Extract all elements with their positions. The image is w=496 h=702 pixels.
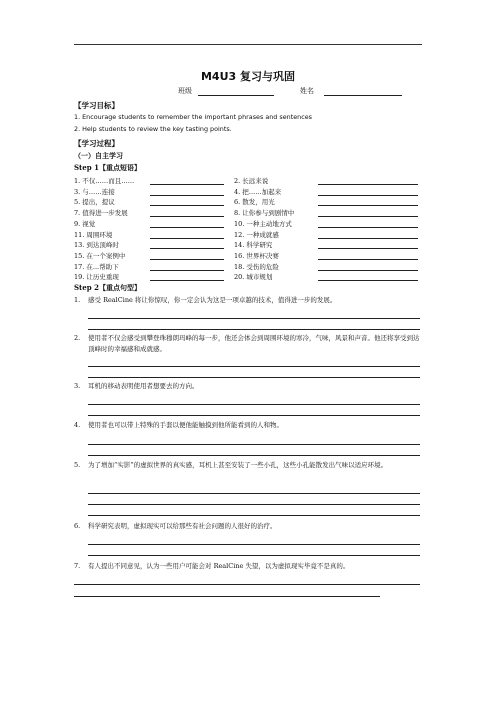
- answer-line[interactable]: [74, 596, 380, 597]
- sentence-number: 1.: [74, 296, 81, 304]
- sentence-number: 7.: [74, 562, 81, 570]
- phrase-19-label: 19. 让历史重现: [74, 273, 119, 282]
- phrase-7-blank[interactable]: [150, 216, 224, 217]
- name-field: [300, 86, 402, 96]
- phrase-8-blank[interactable]: [318, 216, 418, 217]
- answer-line[interactable]: [88, 377, 420, 378]
- sentence-text: 使用者也可以带上特殊的手套以便他能触摸到他所能看到的人和物。: [88, 421, 283, 429]
- phrase-3-blank[interactable]: [150, 195, 224, 196]
- phrase-8-label: 8. 让你参与到剧情中: [234, 209, 295, 218]
- name-label: 姓名: [300, 87, 314, 95]
- phrase-10-label: 10. 一种主动地方式: [234, 219, 292, 228]
- sentence-5: [74, 460, 420, 484]
- sentence-text: 有人提出不同意见，认为一些用户可能会对 RealCine 失望，以为虚拟现实毕竟不是真的。: [88, 562, 350, 570]
- phrase-17-label: 17. 在...帮助下: [74, 262, 119, 271]
- sentence-text: 为了增加“实影”的虚拟世界的真实感，耳机上甚至安装了一些小孔，这些小孔能散发出气味以适应环境。: [88, 461, 388, 469]
- step1-heading: Step 1【重点短语】: [74, 163, 141, 172]
- page-title: M4U3 复习与巩固: [200, 70, 295, 83]
- phrase-14-label: 14. 科学研究: [234, 241, 273, 250]
- phrase-13-label: 13. 到达顶峰时: [74, 241, 119, 250]
- class-blank[interactable]: [198, 87, 274, 96]
- answer-line[interactable]: [88, 329, 420, 330]
- answer-line[interactable]: [88, 555, 420, 556]
- phrase-4-label: 4. 把……加起来: [234, 187, 282, 196]
- phrase-19-blank[interactable]: [150, 280, 224, 281]
- phrase-1-label: 1. 不仅……而且……: [74, 177, 135, 185]
- phrase-11-blank[interactable]: [150, 238, 224, 239]
- phrase-11-label: 11. 周围环境: [74, 230, 113, 239]
- class-field: [178, 86, 274, 96]
- header-rule: [74, 44, 422, 45]
- phrase-4-blank[interactable]: [318, 195, 418, 196]
- step2-heading: Step 2【重点句型】: [74, 283, 141, 292]
- sentence-text: 科学研究表明，虚拟现实可以给那些有社会问题的人很好的治疗。: [88, 522, 277, 530]
- sentence-number: 6.: [74, 522, 81, 530]
- phrase-9-blank[interactable]: [150, 227, 224, 228]
- phrase-3-label: 3. 与……连接: [74, 187, 115, 196]
- phrase-6-label: 6. 散发，用光: [234, 198, 275, 207]
- phrase-20-label: 20. 城市规划: [234, 273, 273, 282]
- answer-line[interactable]: [88, 493, 420, 494]
- sentence-number: 5.: [74, 461, 81, 469]
- phrase-9-label: 9. 视觉: [74, 219, 96, 228]
- phrase-2-blank[interactable]: [318, 184, 418, 185]
- phrase-15-label: 15. 在一个案例中: [74, 251, 126, 260]
- phrase-13-blank[interactable]: [150, 248, 224, 249]
- sentence-text: 感受 RealCine 将让你惊叹，你一定会认为这是一项卓越的技术，值得进一步的发展。: [88, 296, 337, 304]
- class-label: 班级: [178, 87, 192, 95]
- answer-line[interactable]: [88, 415, 420, 416]
- phrase-12-blank[interactable]: [318, 238, 418, 239]
- phrase-12-label: 12. 一种成就感: [234, 230, 279, 239]
- phrase-1-blank[interactable]: [150, 184, 224, 185]
- phrase-10-blank[interactable]: [318, 227, 418, 228]
- sentence-6: [74, 521, 420, 545]
- sentence-text: 耳机的移动表明使用者想要去的方向。: [88, 382, 199, 390]
- phrase-20-blank[interactable]: [318, 280, 418, 281]
- phrase-18-label: 18. 受伤的危险: [234, 262, 279, 271]
- sentence-number: 3.: [74, 382, 81, 390]
- answer-line[interactable]: [88, 544, 420, 545]
- phrase-5-label: 5. 提出，提议: [74, 198, 115, 207]
- answer-line[interactable]: [88, 504, 420, 505]
- phrase-6-blank[interactable]: [318, 205, 418, 206]
- objectives-heading: 【学习目标】: [74, 101, 119, 110]
- phrase-16-label: 16. 世界杯决赛: [234, 251, 279, 260]
- sentence-number: 4.: [74, 421, 81, 429]
- phrase-18-blank[interactable]: [318, 270, 418, 271]
- name-blank[interactable]: [324, 87, 402, 96]
- process-heading: 【学习过程】: [74, 139, 119, 148]
- objective-2: 2. Help students to review the key tasting points.: [74, 125, 232, 133]
- answer-line[interactable]: [88, 404, 420, 405]
- answer-line[interactable]: [88, 444, 420, 445]
- phrase-7-label: 7. 值得进一步发展: [74, 209, 128, 218]
- phrase-15-blank[interactable]: [150, 259, 224, 260]
- sentence-2: [74, 333, 420, 357]
- phrase-14-blank[interactable]: [318, 248, 418, 249]
- phrase-16-blank[interactable]: [318, 259, 418, 260]
- answer-line[interactable]: [74, 584, 420, 585]
- answer-line[interactable]: [88, 455, 420, 456]
- answer-line[interactable]: [88, 366, 420, 367]
- answer-line[interactable]: [88, 318, 420, 319]
- sentence-1: [74, 295, 420, 319]
- self-study-heading: （一）自主学习: [74, 151, 123, 160]
- sentence-text: 使用者不仅会感受到攀登珠穆朗玛峰的每一步，他还会体会到周围环境的寒冷，气味，风景和声音。他还将享受到达顶峰时的幸福感和成就感。: [88, 334, 420, 353]
- objective-1: 1. Encourage students to remember the important phrases and sentences: [74, 113, 312, 121]
- phrase-17-blank[interactable]: [150, 270, 224, 271]
- sentence-4: [74, 420, 420, 444]
- sentence-7: [74, 561, 420, 585]
- sentence-3: [74, 381, 420, 405]
- phrase-2-label: 2. 长远来说: [234, 177, 269, 185]
- answer-line[interactable]: [88, 515, 420, 516]
- phrase-5-blank[interactable]: [150, 205, 224, 206]
- sentence-number: 2.: [74, 334, 81, 342]
